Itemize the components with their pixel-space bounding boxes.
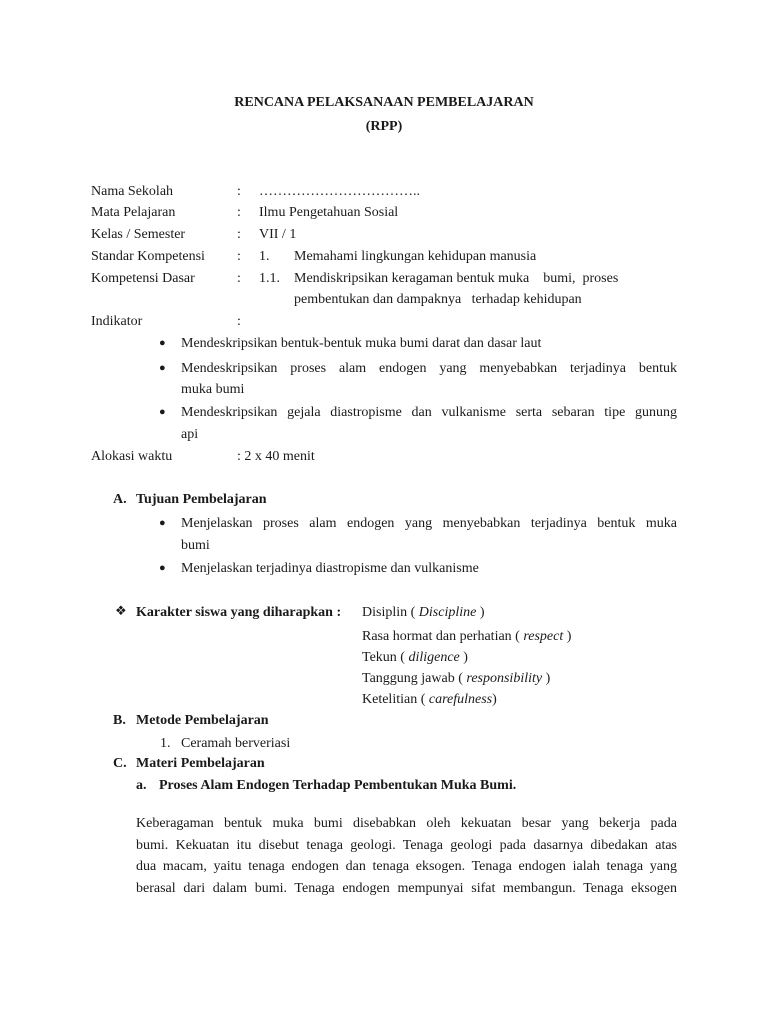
value-alokasi-waktu: : 2 x 40 menit [237,449,315,464]
subsection-title: Proses Alam Endogen Terhadap Pembentukan Muka Bumi. [159,778,517,793]
label-indikator: Indikator [91,314,143,329]
bullet-icon: ● [159,562,166,574]
indikator-item: Mendeskripsikan gejala diastropisme dan vulkanisme serta sebaran tipe gunung [181,405,677,420]
colon: : [237,227,241,242]
colon: : [237,249,241,264]
paragraph-line: dua macam, yaitu tenaga endogen dan tenaga eksogen. Tenaga endogen ialah tenaga yang [136,859,677,874]
section-title: Metode Pembelajaran [136,713,269,728]
paragraph-line: berasal dari dalam bumi. Tenaga endogen mempunyai sifat membangun. Tenaga eksogen [136,881,677,896]
tujuan-item: Menjelaskan proses alam endogen yang menyebabkan terjadinya bentuk muka [181,516,677,531]
value-kelas-semester: VII / 1 [259,227,297,242]
colon: : [237,184,241,199]
indikator-item-continuation: muka bumi [181,382,245,397]
indikator-item: Mendeskripsikan bentuk-bentuk muka bumi darat dan dasar laut [181,336,542,351]
number-standar-kompetensi: 1. [259,249,270,264]
karakter-item: Disiplin ( Discipline ) [362,605,485,620]
colon: : [237,271,241,286]
bullet-icon: ● [159,337,166,349]
indikator-item-continuation: api [181,427,199,442]
value-mata-pelajaran: Ilmu Pengetahuan Sosial [259,205,399,220]
section-marker: B. [113,713,126,728]
number-kompetensi-dasar: 1.1. [259,271,280,286]
paragraph-line: bumi. Kekuatan itu disebut tenaga geologi. Tenaga geologi pada dasarnya dibedakan atas [136,838,677,853]
metode-item: Ceramah berveriasi [181,736,291,751]
value-standar-kompetensi: Memahami lingkungan kehidupan manusia [294,249,537,264]
paragraph-line: Keberagaman bentuk muka bumi disebabkan oleh kekuatan besar yang bekerja pada [136,816,677,831]
document-subtitle: (RPP) [365,119,403,134]
value-nama-sekolah: …………………………….. [259,184,420,199]
karakter-item: Tanggung jawab ( responsibility ) [362,671,551,686]
karakter-label: Karakter siswa yang diharapkan : [136,605,342,620]
label-nama-sekolah: Nama Sekolah [91,184,174,199]
subsection-marker: a. [136,778,147,793]
label-alokasi-waktu: Alokasi waktu [91,449,173,464]
value-kompetensi-dasar-line2: pembentukan dan dampaknya terhadap kehidupan [294,292,582,307]
section-title: Tujuan Pembelajaran [136,492,267,507]
document-title: RENCANA PELAKSANAAN PEMBELAJARAN [234,95,534,110]
indikator-item: Mendeskripsikan proses alam endogen yang menyebabkan terjadinya bentuk [181,361,677,376]
bullet-icon: ● [159,517,166,529]
colon: : [237,205,241,220]
section-title: Materi Pembelajaran [136,756,265,771]
label-kelas-semester: Kelas / Semester [91,227,186,242]
diamond-bullet-icon: ❖ [115,603,127,618]
label-standar-kompetensi: Standar Kompetensi [91,249,205,264]
karakter-item: Ketelitian ( carefulness) [362,692,497,707]
list-number: 1. [160,736,171,751]
bullet-icon: ● [159,362,166,374]
label-mata-pelajaran: Mata Pelajaran [91,205,176,220]
colon: : [237,314,241,329]
section-marker: C. [113,756,127,771]
tujuan-item: Menjelaskan terjadinya diastropisme dan vulkanisme [181,561,479,576]
karakter-item: Rasa hormat dan perhatian ( respect ) [362,629,572,644]
karakter-item: Tekun ( diligence ) [362,650,468,665]
label-kompetensi-dasar: Kompetensi Dasar [91,271,195,286]
bullet-icon: ● [159,406,166,418]
section-marker: A. [113,492,127,507]
tujuan-item-continuation: bumi [181,538,210,553]
value-kompetensi-dasar: Mendiskripsikan keragaman bentuk muka bumi, proses [294,271,619,286]
